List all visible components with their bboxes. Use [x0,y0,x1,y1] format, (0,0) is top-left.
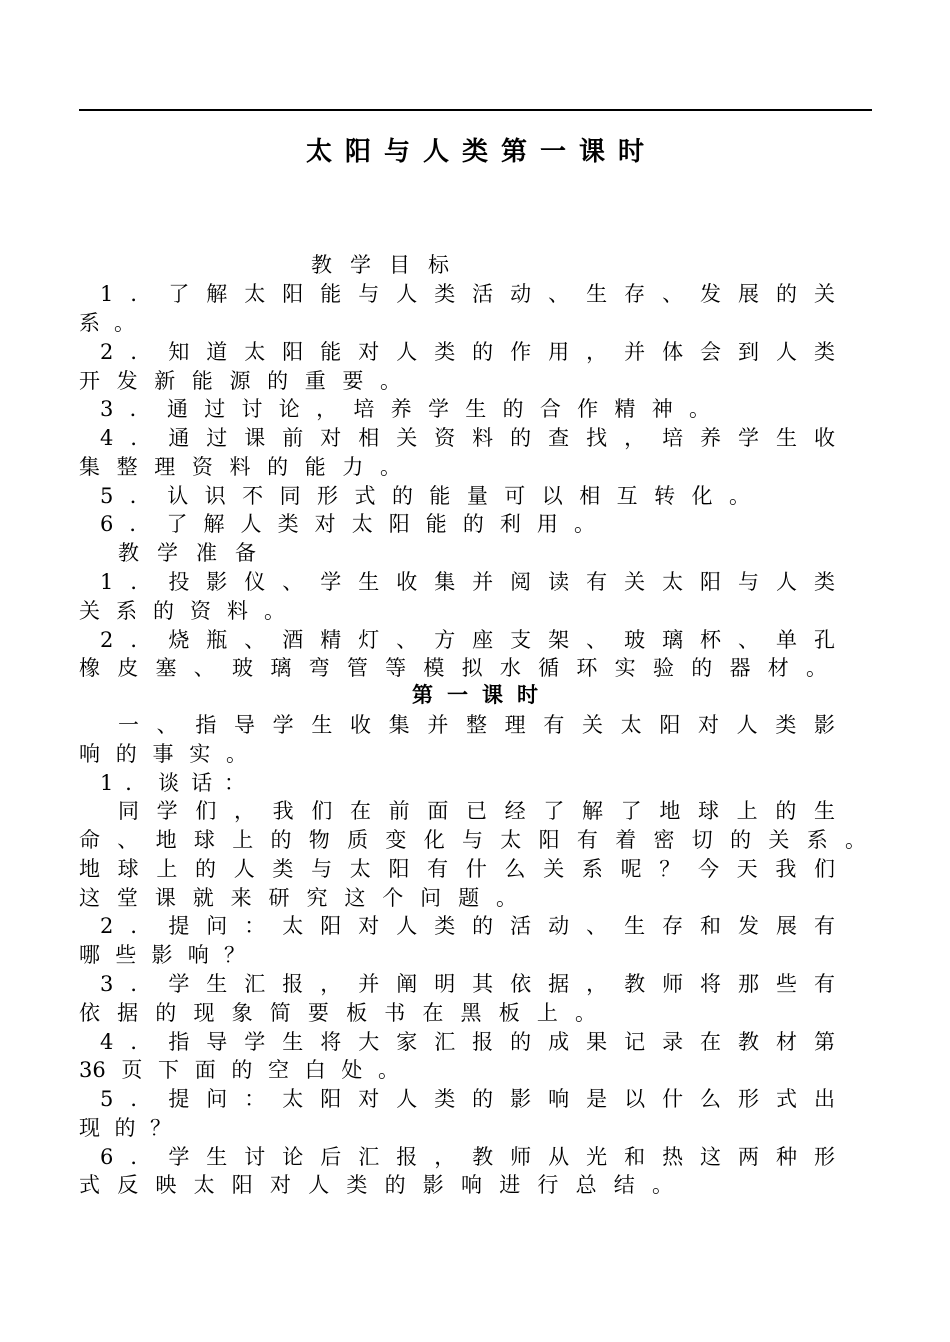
text-line: 5．认识不同形式的能量可以相互转化。 [100,484,750,508]
section-heading-preparation: 教学准备 [118,541,256,565]
text-line: 4．通过课前对相关资料的查找，培养学生收 [100,426,835,450]
header-rule [79,109,872,111]
text-line: 2．烧瓶、酒精灯、方座支架、玻璃杯、单孔 [100,628,835,652]
text-line: 集整理资料的能力。 [79,455,401,479]
text-line: 同学们，我们在前面已经了解了地球上的生 [118,799,835,823]
text-line: 依据的现象简要板书在黑板上。 [79,1001,596,1025]
text-line: 1．了解太阳能与人类活动、生存、发展的关 [100,282,835,306]
text-line: 36页下面的空白处。 [79,1058,399,1082]
text-line: 6．了解人类对太阳能的利用。 [100,512,595,536]
text-line: 3．学生汇报，并阐明其依据，教师将那些有 [100,972,835,996]
text-line: 橡皮塞、玻璃弯管等模拟水循环实验的器材。 [79,656,827,680]
text-line: 关系的资料。 [79,599,285,623]
text-line: 式反映太阳对人类的影响进行总结。 [79,1173,673,1197]
text-line: 1．投影仪、学生收集并阅读有关太阳与人类 [100,570,835,594]
text-line: 2．知道太阳能对人类的作用，并体会到人类 [100,340,835,364]
text-line: 2．提问：太阳对人类的活动、生存和发展有 [100,914,835,938]
text-line: 5．提问：太阳对人类的影响是以什么形式出 [100,1087,835,1111]
text-line: 命、地球上的物质变化与太阳有着密切的关系。 [79,828,866,852]
page-title: 太阳与人类第一课时 [305,137,657,167]
text-line: 响的事实。 [79,742,247,766]
text-line: 4．指导学生将大家汇报的成果记录在教材第 [100,1030,835,1054]
text-line: 3．通过讨论，培养学生的合作精神。 [100,397,710,421]
section-heading-objectives: 教学目标 [311,253,449,277]
text-line: 系。 [79,311,135,335]
text-line: 6．学生讨论后汇报，教师从光和热这两种形 [100,1145,835,1169]
text-line: 哪些影响？ [79,943,245,967]
text-line: 地球上的人类与太阳有什么关系呢？今天我们 [79,857,835,881]
lesson-heading: 第一课时 [412,683,552,707]
text-line: 现的？ [79,1116,171,1140]
text-line: 这堂课就来研究这个问题。 [79,886,517,910]
text-line: 1．谈话： [100,771,245,795]
text-line: 一、指导学生收集并整理有关太阳对人类影 [118,713,835,737]
text-line: 开发新能源的重要。 [79,369,401,393]
